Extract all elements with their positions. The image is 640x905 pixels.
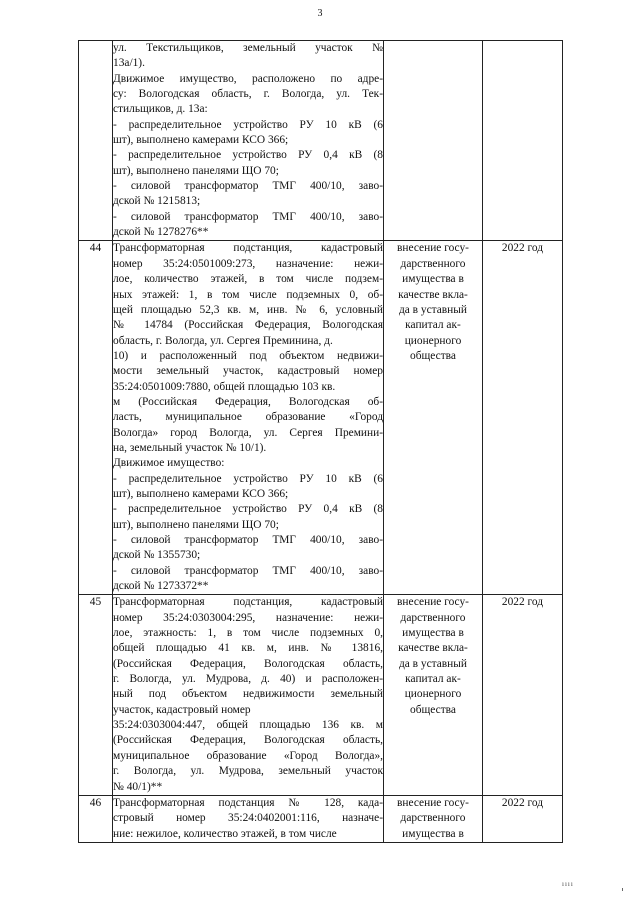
method-line: дарственного — [400, 812, 466, 825]
description-line: 10) и расположенный под объектом недвижи- — [113, 349, 383, 362]
description-line: - силовой трансформатор ТМГ 400/10, заво- — [113, 564, 383, 577]
description-line: су: Вологодская область, г. Вологда, ул. Тек- — [113, 88, 383, 101]
row-number: 46 — [79, 795, 113, 842]
description-line: - силовой трансформатор ТМГ 400/10, заво- — [113, 180, 383, 193]
method-line: да в уставный — [398, 657, 468, 670]
edge-tick — [622, 888, 623, 891]
description-line: лое, количество этажей, в том числе подзем- — [113, 273, 383, 286]
description-line: на, земельный участок № 10/1). — [113, 441, 267, 454]
method-line: общества — [410, 703, 456, 716]
description-line: дской № 1215813; — [113, 195, 201, 208]
method-line: дарственного — [400, 611, 466, 624]
property-description — [113, 795, 384, 842]
description-line: - распределительное устройство РУ 0,4 кВ (8 — [113, 503, 383, 516]
privatization-year: 2022 год — [483, 795, 563, 842]
method-line: ционерного — [404, 688, 462, 701]
description-line: дской № 1278276** — [113, 226, 209, 239]
table-row — [79, 795, 563, 842]
method-line: имущества в — [402, 273, 464, 286]
description-line: номер 35:24:0303004:295, назначение: нежи- — [113, 611, 383, 624]
description-line: стровый номер 35:24:0402001:116, назначе- — [113, 812, 383, 825]
method-line: внесение госу- — [397, 796, 469, 809]
description-line: ласть, муниципальное образование «Город — [113, 411, 383, 424]
method-line: качестве вкла- — [398, 642, 468, 655]
page-number: 3 — [317, 8, 323, 19]
description-line: дской № 1273372** — [113, 580, 209, 593]
description-line: ный под объектом недвижимости земельный — [113, 688, 383, 701]
table-row — [79, 595, 563, 795]
description-line: Вологда» город Вологда, ул. Сергея Премини- — [113, 426, 383, 439]
description-line: - силовой трансформатор ТМГ 400/10, заво- — [113, 210, 383, 223]
table-row — [79, 41, 563, 241]
table-row — [79, 241, 563, 595]
description-line: шт), выполнено камерами КСО 366; — [113, 134, 289, 147]
table-body — [79, 41, 563, 843]
method-line: ционерного — [404, 334, 462, 347]
method-line: внесение госу- — [397, 596, 469, 609]
method-line: да в уставный — [398, 303, 468, 316]
privatization-method — [384, 41, 483, 241]
privatization-year: 2022 год — [483, 241, 563, 595]
description-line: 35:24:0501009:7880, общей площадью 103 кв. — [113, 380, 336, 393]
row-number: 44 — [79, 241, 113, 595]
description-line: щей площадью 52,3 кв. м, инв. № 6, условный — [113, 303, 383, 316]
property-description — [113, 595, 384, 795]
description-line: 35:24:0303004:447, общей площадью 136 кв. м — [113, 719, 383, 732]
description-line: 13а/1). — [113, 57, 145, 70]
method-line: общества — [410, 349, 456, 362]
row-number — [79, 41, 113, 241]
method-line: дарственного — [400, 257, 466, 270]
description-line: ных этажей: 1, в том числе подземных 0, об- — [113, 288, 383, 301]
description-line: ние: нежилое, количество этажей, в том числе — [113, 827, 337, 840]
description-line: стильщиков, д. 13а: — [113, 103, 208, 116]
privatization-method — [384, 241, 483, 595]
description-line: мости земельный участок, кадастровый номер — [113, 365, 383, 378]
description-line: область, г. Вологда, ул. Сергея Преминина, д. — [113, 334, 333, 347]
description-line: м (Российская Федерация, Вологодская об- — [113, 395, 383, 408]
description-line: дской № 1355730; — [113, 549, 201, 562]
method-line: имущества в — [402, 627, 464, 640]
description-line: шт), выполнено панелями ЩО 70; — [113, 164, 279, 177]
description-line: Трансформаторная подстанция, кадастровый — [113, 242, 383, 255]
description-line: Трансформаторная подстанция № 128, када- — [113, 796, 383, 809]
method-line: внесение госу- — [397, 242, 469, 255]
description-line: г. Вологда, ул. Мудрова, д. 40) и расположен- — [113, 673, 383, 686]
description-line: Трансформаторная подстанция, кадастровый — [113, 596, 383, 609]
description-line: ул. Текстильщиков, земельный участок № — [113, 42, 383, 54]
privatization-method — [384, 595, 483, 795]
privatization-year: 2022 год — [483, 595, 563, 795]
description-line: - распределительное устройство РУ 10 кВ (6 — [113, 118, 383, 131]
property-description — [113, 241, 384, 595]
description-line: - силовой трансформатор ТМГ 400/10, заво- — [113, 534, 383, 546]
description-line: № 14784 (Российская Федерация, Вологодская — [113, 319, 383, 332]
property-table — [78, 40, 563, 843]
description-line: (Российская Федерация, Вологодская область, — [113, 734, 383, 747]
property-description — [113, 41, 384, 241]
description-line: муниципальное образование «Город Вологда», — [113, 749, 383, 762]
footer-mark: ıııı — [562, 880, 574, 888]
description-line: номер 35:24:0501009:273, назначение: нежи- — [113, 257, 383, 270]
method-line: капитал ак- — [405, 673, 461, 686]
method-line: качестве вкла- — [398, 288, 468, 301]
description-line: г. Вологда, ул. Мудрова, земельный участок — [113, 765, 383, 778]
privatization-method — [384, 795, 483, 842]
description-line: шт), выполнено панелями ЩО 70; — [113, 518, 279, 531]
row-number: 45 — [79, 595, 113, 795]
description-line: лое, этажность: 1, в том числе подземных 0, — [113, 627, 383, 640]
method-line: капитал ак- — [405, 319, 461, 332]
privatization-year — [483, 41, 563, 241]
description-line: № 40/1)** — [113, 780, 163, 793]
method-line: имущества в — [402, 827, 464, 840]
description-line: Движимое имущество: — [113, 457, 225, 470]
description-line: шт), выполнено камерами КСО 366; — [113, 487, 289, 500]
description-line: общей площадью 41 кв. м, инв. № 13816, — [113, 642, 383, 655]
description-line: - распределительное устройство РУ 10 кВ (6 — [113, 472, 383, 485]
description-line: (Российская Федерация, Вологодская область, — [113, 657, 383, 670]
description-line: - распределительное устройство РУ 0,4 кВ (8 — [113, 149, 383, 162]
description-line: участок, кадастровый номер — [113, 703, 251, 716]
description-line: Движимое имущество, расположено по адре- — [113, 72, 383, 85]
